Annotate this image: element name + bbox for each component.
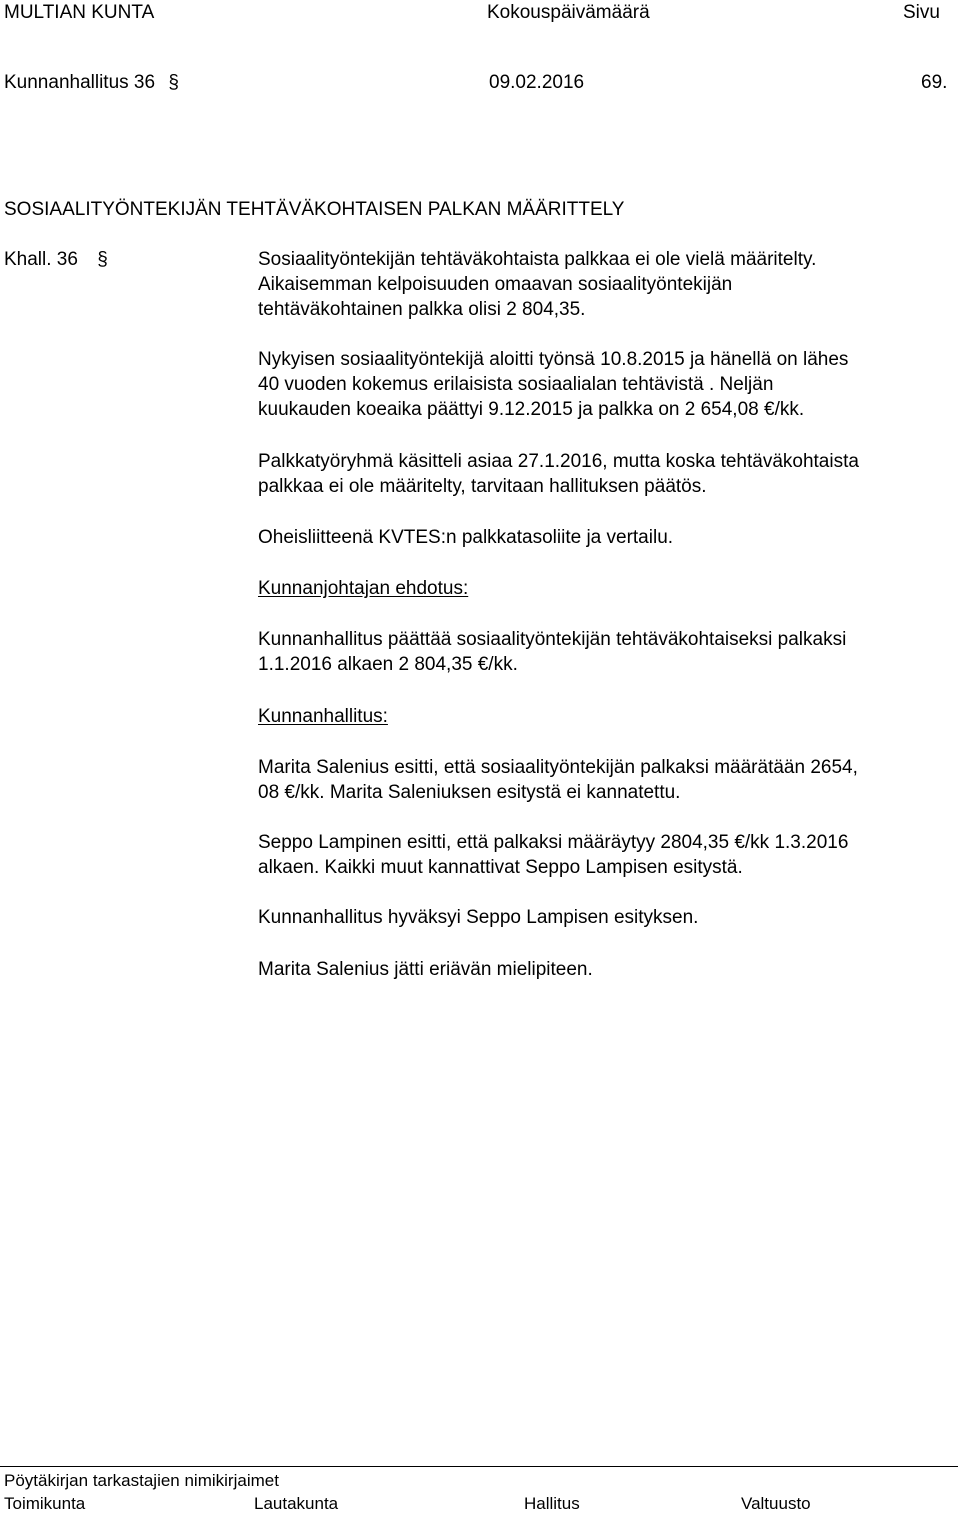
meeting-date-label: Kokouspäivämäärä <box>487 2 650 23</box>
meeting-reference <box>4 73 179 92</box>
paragraph-1-line-2: Aikaisemman kelpoisuuden omaavan sosiaalityöntekijän <box>258 274 733 295</box>
document-title: SOSIAALITYÖNTEKIJÄN TEHTÄVÄKOHTAISEN PALKAN MÄÄRITTELY <box>4 199 625 220</box>
page-label: Sivu <box>903 2 940 23</box>
paragraph-2-line-3: kuukauden koeaika päättyi 9.12.2015 ja palkka on 2 654,08 €/kk. <box>258 399 805 420</box>
paragraph-3-line-2: palkkaa ei ole määritelty, tarvitaan hallituksen päätös. <box>258 476 707 497</box>
footer-column-lautakunta: Lautakunta <box>254 1494 339 1513</box>
municipality-name: MULTIAN KUNTA <box>4 2 155 23</box>
paragraph-2-line-1: Nykyisen sosiaalityöntekijä aloitti työnsä 10.8.2015 ja hänellä on lähes <box>258 349 849 370</box>
item-ref: Khall. 36 <box>4 249 78 270</box>
footer-rule <box>0 1466 958 1467</box>
paragraph-6-line-1: Marita Salenius esitti, että sosiaalityöntekijän palkaksi määrätään 2654, <box>258 757 858 778</box>
paragraph-7-line-2: alkaen. Kaikki muut kannattivat Seppo Lampisen esitystä. <box>258 857 743 878</box>
meeting-date: 09.02.2016 <box>489 72 585 93</box>
paragraph-7-line-1: Seppo Lampinen esitti, että palkaksi määräytyy 2804,35 €/kk 1.3.2016 <box>258 832 849 853</box>
footer-column-hallitus: Hallitus <box>524 1494 580 1513</box>
paragraph-1-line-1: Sosiaalityöntekijän tehtäväkohtaista palkkaa ei ole vielä määritelty. <box>258 249 817 270</box>
paragraph-2-line-2: 40 vuoden kokemus erilaisista sosiaalialan tehtävistä . Neljän <box>258 374 774 395</box>
paragraph-8: Kunnanhallitus hyväksyi Seppo Lampisen esityksen. <box>258 907 699 928</box>
paragraph-4: Oheisliitteenä KVTES:n palkkatasoliite ja vertailu. <box>258 527 674 548</box>
initials-label: Pöytäkirjan tarkastajien nimikirjaimet <box>4 1471 279 1490</box>
item-reference <box>4 250 108 269</box>
paragraph-5-line-1: Kunnanhallitus päättää sosiaalityöntekijän tehtäväkohtaiseksi palkaksi <box>258 629 847 650</box>
section-symbol: § <box>168 72 179 93</box>
paragraph-3-line-1: Palkkatyöryhmä käsitteli asiaa 27.1.2016, mutta koska tehtäväkohtaista <box>258 451 859 472</box>
footer-column-toimikunta: Toimikunta <box>4 1494 86 1513</box>
paragraph-1-line-3: tehtäväkohtainen palkka olisi 2 804,35. <box>258 299 586 320</box>
item-section-symbol: § <box>97 249 108 270</box>
proposal-heading: Kunnanjohtajan ehdotus: <box>258 578 469 599</box>
meeting-body: Kunnanhallitus 36 <box>4 72 156 93</box>
board-heading: Kunnanhallitus: <box>258 706 388 727</box>
footer-column-valtuusto: Valtuusto <box>741 1494 811 1513</box>
paragraph-9: Marita Salenius jätti eriävän mielipiteen. <box>258 959 593 980</box>
paragraph-5-line-2: 1.1.2016 alkaen 2 804,35 €/kk. <box>258 654 518 675</box>
paragraph-6-line-2: 08 €/kk. Marita Saleniuksen esitystä ei kannatettu. <box>258 782 681 803</box>
page-number: 69. <box>921 72 948 93</box>
